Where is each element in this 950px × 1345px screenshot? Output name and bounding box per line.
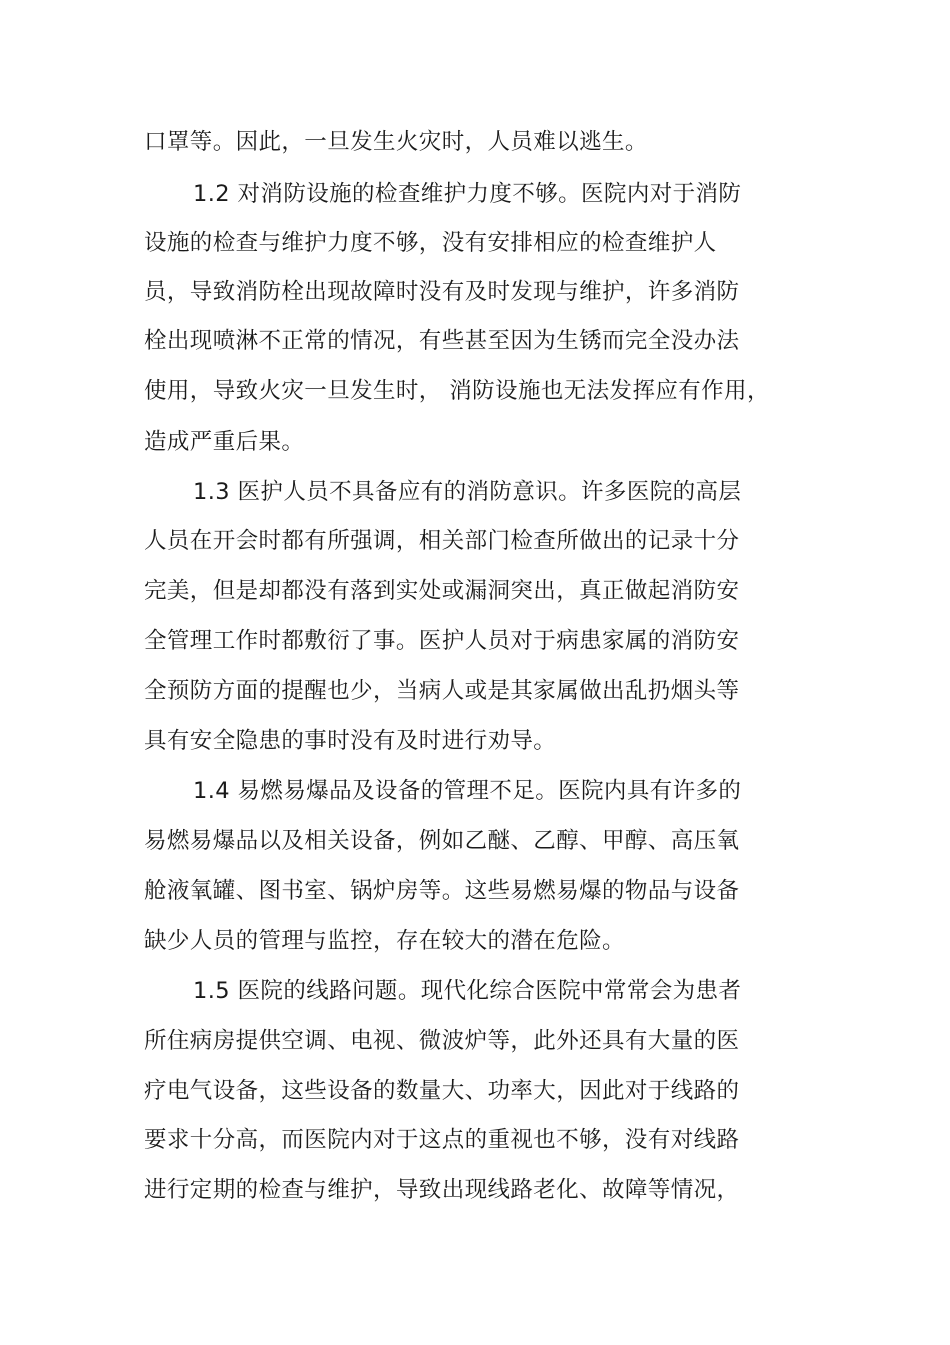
text-line: 进行定期的检查与维护，导致出现线路老化、故障等情况， xyxy=(144,1177,740,1203)
text-line: 设施的检查与维护力度不够，没有安排相应的检查维护人 xyxy=(144,230,717,256)
text-line: 舱液氧罐、图书室、锅炉房等。这些易燃易爆的物品与设备 xyxy=(144,878,740,904)
text-line: 易燃易爆品以及相关设备，例如乙醚、乙醇、甲醇、高压氧 xyxy=(144,828,740,854)
text-line: 栓出现喷淋不正常的情况，有些甚至因为生锈而完全没办法 xyxy=(144,328,740,354)
text-line: 疗电气设备，这些设备的数量大、功率大，因此对于线路的 xyxy=(144,1078,740,1104)
text-line: 口罩等。因此，一旦发生火灾时，人员难以逃生。 xyxy=(144,129,648,155)
text-line: 人员在开会时都有所强调，相关部门检查所做出的记录十分 xyxy=(144,528,740,554)
text-line: 造成严重后果。 xyxy=(144,429,305,455)
text-line: 所住病房提供空调、电视、微波炉等，此外还具有大量的医 xyxy=(144,1028,740,1054)
text-line: 全预防方面的提醒也少，当病人或是其家属做出乱扔烟头等 xyxy=(144,678,740,704)
text-line: 完美，但是却都没有落到实处或漏洞突出，真正做起消防安 xyxy=(144,578,740,604)
section-1-3-heading-line: 1.3 医护人员不具备应有的消防意识。许多医院的高层 xyxy=(193,479,742,505)
text-line: 缺少人员的管理与监控，存在较大的潜在危险。 xyxy=(144,928,625,954)
section-1-4-heading-line: 1.4 易燃易爆品及设备的管理不足。医院内具有许多的 xyxy=(193,778,742,804)
text-line: 要求十分高，而医院内对于这点的重视也不够，没有对线路 xyxy=(144,1127,740,1153)
section-1-2-heading-line: 1.2 对消防设施的检查维护力度不够。医院内对于消防 xyxy=(193,181,742,207)
text-line: 使用，导致火灾一旦发生时， 消防设施也无法发挥应有作用， xyxy=(144,378,770,404)
text-line: 具有安全隐患的事时没有及时进行劝导。 xyxy=(144,728,557,754)
text-line: 全管理工作时都敷衍了事。医护人员对于病患家属的消防安 xyxy=(144,628,740,654)
section-1-5-heading-line: 1.5 医院的线路问题。现代化综合医院中常常会为患者 xyxy=(193,978,742,1004)
text-line: 员，导致消防栓出现故障时没有及时发现与维护，许多消防 xyxy=(144,279,740,305)
